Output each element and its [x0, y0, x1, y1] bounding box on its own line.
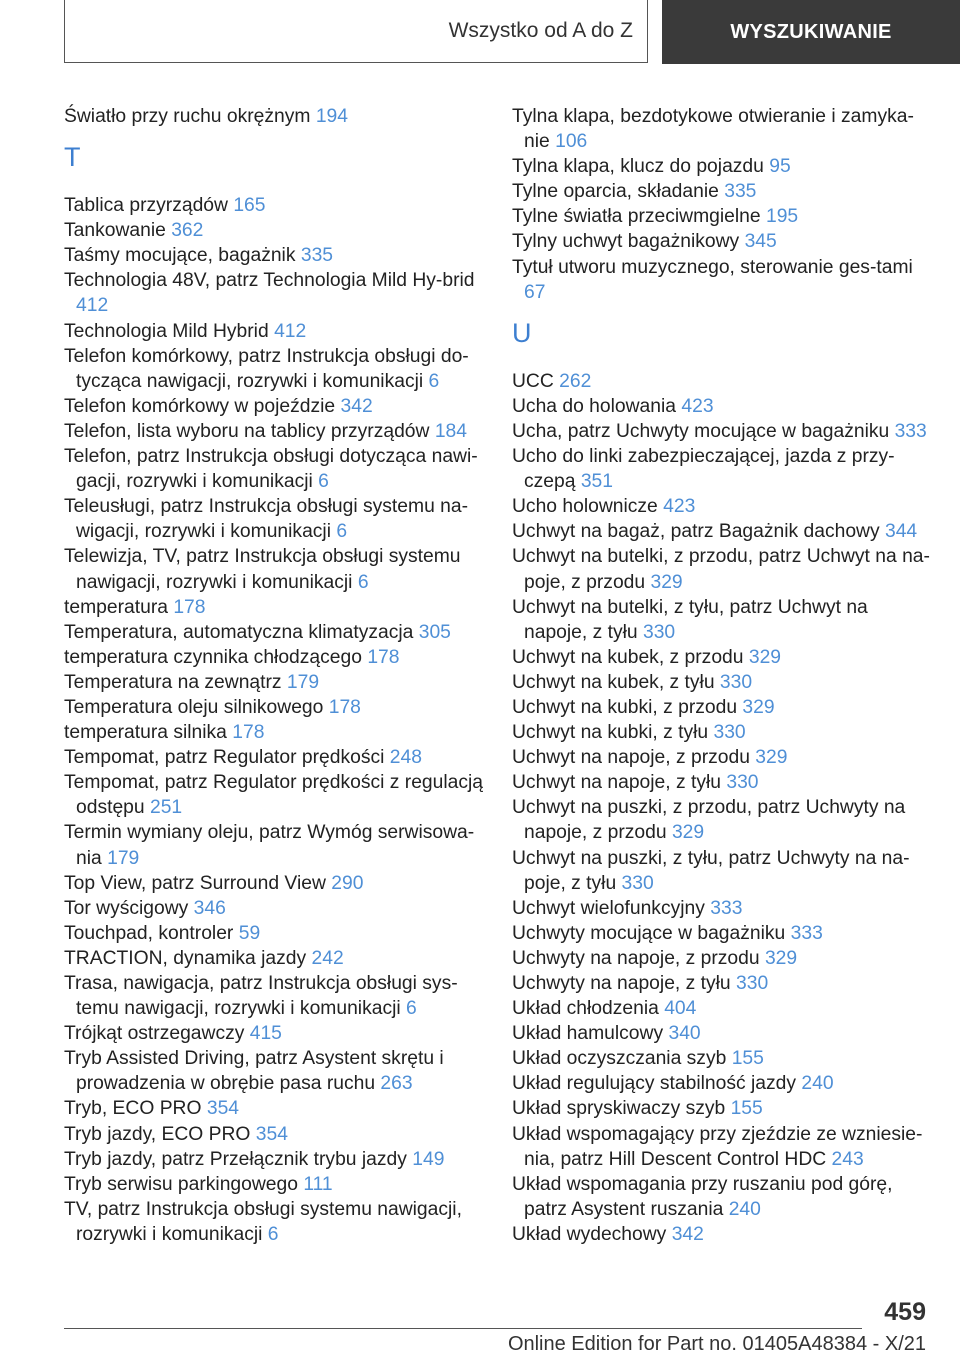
index-entry-text: Telefon, patrz Instrukcja obsługi dotycząca nawi‐gacji, rozrywki i komunikacji	[64, 446, 478, 493]
index-entry	[512, 921, 932, 946]
index-entry-text: Uchwyt na kubki, z przodu	[512, 696, 738, 718]
index-entry-text: Technologia Mild Hybrid	[64, 320, 269, 342]
index-entry	[512, 595, 932, 645]
index-page-link[interactable]: 342	[340, 395, 373, 417]
index-page-link[interactable]: 248	[389, 747, 422, 769]
index-entry	[512, 519, 932, 544]
index-entry	[64, 193, 484, 218]
index-entry-text: Uchwyt na butelki, z tyłu, patrz Uchwyt na napoje, z tyłu	[512, 596, 868, 643]
index-entry	[64, 1122, 484, 1147]
index-entry	[512, 1172, 932, 1222]
index-entry	[64, 820, 484, 870]
index-page-link[interactable]: 178	[328, 696, 361, 718]
index-entry	[512, 1046, 932, 1071]
index-entry	[64, 1046, 484, 1096]
index-entry-text: Światło przy ruchu okrężnym	[64, 106, 311, 127]
index-entry-text: Teleusługi, patrz Instrukcja obsługi systemu na‐wigacji, rozrywki i komunikacji	[64, 496, 469, 543]
index-entry	[64, 444, 484, 494]
index-page-link[interactable]: 329	[650, 571, 683, 593]
index-entry	[512, 369, 932, 394]
index-entry	[512, 846, 932, 896]
index-entry	[64, 745, 484, 770]
index-entry	[512, 795, 932, 845]
index-entry	[512, 971, 932, 996]
index-entry-text: Ucho do linki zabezpieczającej, jazda z przy‐czepą	[512, 446, 895, 493]
index-letter-heading: T	[64, 142, 81, 173]
index-entry	[512, 204, 932, 229]
index-entry	[64, 595, 484, 620]
index-entry	[512, 494, 932, 519]
index-page-link[interactable]: 346	[193, 897, 226, 919]
index-entry	[512, 745, 932, 770]
index-entry	[512, 104, 932, 154]
index-entry-text: Uchwyt na kubki, z tyłu	[512, 722, 709, 744]
index-page-link[interactable]: 342	[671, 1223, 704, 1245]
index-page-link[interactable]: 149	[412, 1148, 445, 1170]
index-entry	[512, 1071, 932, 1096]
index-page-link[interactable]: 329	[748, 646, 782, 668]
index-page-link[interactable]: 195	[765, 206, 799, 228]
index-page-link[interactable]: 351	[580, 471, 613, 493]
index-entry	[64, 268, 484, 318]
index-entry-text: Tylne światła przeciwmgielne	[512, 206, 761, 228]
index-page-link[interactable]: 415	[249, 1023, 282, 1045]
index-page-link[interactable]: 330	[713, 722, 746, 744]
index-entry	[512, 1096, 932, 1121]
index-entry-text: Ucho holownicze	[512, 496, 658, 518]
index-entry	[64, 1172, 484, 1197]
index-page-link[interactable]: 242	[311, 947, 344, 969]
index-entry	[512, 896, 932, 921]
index-entry-text: Uchwyt na bagaż, patrz Bagażnik dachowy	[512, 521, 880, 543]
index-entry	[64, 319, 484, 344]
index-entry-text: Temperatura oleju silnikowego	[64, 696, 324, 718]
index-page-link[interactable]: 305	[418, 621, 451, 643]
index-page-link[interactable]: 423	[681, 395, 714, 417]
index-entry	[512, 1222, 932, 1247]
page-number: 459	[884, 1298, 926, 1326]
tab-a-to-z-label: Wszystko od A do Z	[448, 19, 633, 42]
index-entry-text: Układ chłodzenia	[512, 998, 659, 1020]
index-entry	[64, 946, 484, 971]
index-entry-text: Telefon komórkowy w pojeździe	[64, 395, 336, 417]
index-page-link[interactable]: 333	[710, 897, 743, 919]
index-column-left	[64, 104, 484, 1247]
index-entry-text: Tankowanie	[64, 220, 166, 242]
index-entry-text: Uchwyt na kubek, z tyłu	[512, 671, 715, 693]
index-entry	[64, 494, 484, 544]
index-entry-text: Tylne oparcia, składanie	[512, 181, 719, 203]
index-entry-text: Tryb jazdy, ECO PRO	[64, 1123, 251, 1145]
index-entry	[512, 720, 932, 745]
index-entry	[512, 645, 932, 670]
index-entry	[64, 394, 484, 419]
index-entry-text: Tylna klapa, klucz do pojazdu	[512, 156, 764, 178]
index-entry-text: Układ wspomagający przy zjeździe ze wzniesie‐nia, patrz Hill Descent Control HDC	[512, 1123, 923, 1170]
index-entry	[512, 394, 932, 419]
index-page-link[interactable]: 329	[671, 822, 705, 844]
index-page-link[interactable]: 59	[238, 922, 261, 944]
index-entry-text: Tytuł utworu muzycznego, sterowanie ges‐tami	[512, 256, 913, 278]
index-entry-text: TV, patrz Instrukcja obsługi systemu nawigacji, rozrywki i komunikacji	[64, 1198, 462, 1245]
index-page-link[interactable]: 335	[724, 181, 757, 203]
index-entry	[64, 243, 484, 268]
tab-search-label: WYSZUKIWANIE	[730, 20, 892, 43]
index-entry-text: Tryb, ECO PRO	[64, 1098, 202, 1120]
footer-edition: Online Edition for Part no. 01405A48384 - X/21	[507, 1333, 926, 1355]
tab-a-to-z[interactable]	[64, 0, 648, 63]
index-page-link[interactable]: 178	[173, 596, 206, 618]
index-entry-text: Uchwyt na napoje, z tyłu	[512, 772, 721, 794]
index-page-link[interactable]: 165	[233, 195, 266, 217]
index-entry	[64, 1147, 484, 1172]
index-entry-text: Telewizja, TV, patrz Instrukcja obsługi systemu nawigacji, rozrywki i komunikacji	[64, 546, 461, 593]
index-page-link[interactable]: 423	[663, 496, 696, 518]
index-entry	[512, 544, 932, 594]
index-entry	[512, 770, 932, 795]
footer-divider	[64, 1328, 862, 1329]
index-entry	[512, 154, 932, 179]
index-page-link[interactable]: 6	[318, 471, 329, 493]
index-page-link[interactable]: 354	[255, 1123, 288, 1145]
index-page-link[interactable]: 330	[719, 671, 753, 693]
index-entry-text: Układ regulujący stabilność jazdy	[512, 1073, 797, 1095]
index-entry	[512, 179, 932, 204]
index-entry-text: Top View, patrz Surround View	[64, 872, 326, 894]
index-entry	[64, 1021, 484, 1046]
index-entry-text: Układ oczyszczania szyb	[512, 1048, 727, 1070]
header	[64, 0, 960, 64]
index-entry-text: Tryb Assisted Driving, patrz Asystent skrętu i prowadzenia w obrębie pasa ruchu	[64, 1048, 444, 1095]
index-entry	[64, 871, 484, 896]
index-column-right	[512, 104, 932, 1247]
index-entry-text: Układ hamulcowy	[512, 1023, 664, 1045]
index-entry-text: Touchpad, kontroler	[64, 922, 234, 944]
index-entry-text: Uchwyt na kubek, z przodu	[512, 646, 744, 668]
index-entry	[64, 921, 484, 946]
index-entry-text: Tylny uchwyt bagażnikowy	[512, 231, 740, 253]
index-entry	[64, 104, 484, 129]
index-page-link[interactable]: 333	[790, 922, 823, 944]
index-page-link[interactable]: 251	[149, 797, 183, 819]
index-page-link[interactable]: 412	[76, 295, 109, 317]
index-page-link[interactable]: 106	[555, 131, 588, 153]
index-page-link[interactable]: 329	[742, 696, 775, 718]
index-entry	[512, 1122, 932, 1172]
index-page-link[interactable]: 67	[524, 281, 546, 303]
index-entry	[64, 971, 484, 1021]
index-page-link[interactable]: 404	[664, 998, 697, 1020]
index-entry	[64, 419, 484, 444]
index-page-link[interactable]: 6	[406, 998, 417, 1020]
index-entry-text: temperatura silnika	[64, 722, 227, 744]
index-entry	[512, 229, 932, 254]
index-entry	[64, 896, 484, 921]
index-page-link[interactable]: 262	[559, 370, 592, 392]
index-entry-text: Taśmy mocujące, bagażnik	[64, 245, 296, 267]
index-entry-text: temperatura	[64, 596, 168, 618]
index-page-link[interactable]: 243	[831, 1148, 864, 1170]
index-entry	[64, 344, 484, 394]
index-page-link[interactable]: 6	[428, 370, 440, 392]
index-entry-text: Tor wyścigowy	[64, 897, 189, 919]
index-entry-text: Uchwyty mocujące w bagażniku	[512, 922, 786, 944]
index-entry-text: Trasa, nawigacja, patrz Instrukcja obsługi sys‐temu nawigacji, rozrywki i komunikacji	[64, 973, 458, 1020]
index-page-link[interactable]: 329	[764, 947, 798, 969]
index-entry-text: Tablica przyrządów	[64, 195, 228, 217]
index-entry-text: Ucha, patrz Uchwyty mocujące w bagażniku	[512, 420, 890, 442]
index-page-link[interactable]: 6	[357, 571, 369, 593]
index-entry	[512, 946, 932, 971]
index-entry	[64, 695, 484, 720]
index-entry-text: temperatura czynnika chłodzącego	[64, 646, 362, 668]
index-entry-text: Uchwyty na napoje, z przodu	[512, 947, 760, 969]
index-entry-text: Uchwyt na napoje, z przodu	[512, 747, 750, 769]
index-entry	[64, 218, 484, 243]
index-page-link[interactable]: 362	[171, 220, 204, 242]
index-entry-text: Telefon, lista wyboru na tablicy przyrządów	[64, 420, 430, 442]
index-entry-text: Termin wymiany oleju, patrz Wymóg serwisowa‐nia	[64, 822, 475, 869]
index-page-link[interactable]: 240	[801, 1073, 834, 1095]
index-entry-text: Temperatura, automatyczna klimatyzacja	[64, 621, 414, 643]
index-page-link[interactable]: 179	[286, 671, 320, 693]
index-entry-text: Uchwyt na butelki, z przodu, patrz Uchwyt na na‐poje, z przodu	[512, 546, 930, 593]
index-page-link[interactable]: 330	[726, 772, 759, 794]
index-entry-text: Uchwyt wielofunkcyjny	[512, 897, 705, 919]
index-page-link[interactable]: 95	[769, 156, 791, 178]
index-page-link[interactable]: 335	[300, 245, 334, 267]
index-entry	[64, 720, 484, 745]
index-page-link[interactable]: 329	[755, 747, 788, 769]
index-entry-text: Trójkąt ostrzegawczy	[64, 1023, 245, 1045]
index-entry-text: Uchwyt na puszki, z przodu, patrz Uchwyty na napoje, z przodu	[512, 797, 906, 844]
index-page-link[interactable]: 6	[336, 521, 348, 543]
index-page-link[interactable]: 179	[107, 847, 140, 869]
index-entry-text: Uchwyt na puszki, z tyłu, patrz Uchwyty na na‐poje, z tyłu	[512, 847, 910, 894]
index-page-link[interactable]: 240	[728, 1198, 761, 1220]
index-page-link[interactable]: 111	[303, 1173, 333, 1195]
index-entry-text: Tempomat, patrz Regulator prędkości z regulacją odstępu	[64, 772, 484, 819]
index-page-link[interactable]: 344	[884, 521, 918, 543]
index-entry	[512, 255, 932, 305]
index-page-link[interactable]: 333	[894, 420, 927, 442]
index-entry	[512, 996, 932, 1021]
index-entry-text: Ucha do holowania	[512, 395, 677, 417]
index-entry	[64, 670, 484, 695]
index-page-link[interactable]: 412	[274, 320, 307, 342]
index-page-link[interactable]: 194	[315, 106, 348, 127]
index-entry-text: Tryb serwisu parkingowego	[64, 1173, 298, 1195]
index-entry-text: Telefon komórkowy, patrz Instrukcja obsługi do‐tycząca nawigacji, rozrywki i komunikacji	[64, 345, 469, 392]
index-page-link[interactable]: 345	[744, 231, 777, 253]
index-entry	[64, 1096, 484, 1121]
index-entry-text: Tempomat, patrz Regulator prędkości	[64, 747, 385, 769]
index-entry	[64, 1197, 484, 1247]
index-page-link[interactable]: 330	[642, 621, 676, 643]
index-entry	[512, 419, 932, 444]
index-entry-text: Układ wspomagania przy ruszaniu pod górę, patrz Asystent ruszania	[512, 1173, 893, 1220]
index-entry-text: Tylna klapa, bezdotykowe otwieranie i zamyka‐nie	[512, 106, 914, 153]
index-page-link[interactable]: 354	[206, 1098, 240, 1120]
index-page-link[interactable]: 184	[434, 420, 467, 442]
index-page-link[interactable]: 290	[331, 872, 364, 894]
index-entry	[64, 620, 484, 645]
index-page-link[interactable]: 340	[668, 1023, 701, 1045]
index-entry-text: UCC	[512, 370, 554, 392]
index-page-link[interactable]: 155	[731, 1048, 764, 1070]
index-page-link[interactable]: 330	[621, 872, 654, 894]
index-entry	[64, 544, 484, 594]
index-entry-text: Układ wydechowy	[512, 1223, 667, 1245]
tab-search[interactable]	[662, 0, 960, 64]
index-entry	[64, 645, 484, 670]
index-page-link[interactable]: 155	[730, 1098, 763, 1120]
index-page-link[interactable]: 178	[232, 722, 265, 744]
index-page-link[interactable]: 263	[380, 1073, 413, 1095]
index-entry-text: Temperatura na zewnątrz	[64, 671, 282, 693]
index-entry-text: Układ spryskiwaczy szyb	[512, 1098, 726, 1120]
index-page-link[interactable]: 330	[736, 973, 769, 994]
index-entry	[64, 770, 484, 820]
index-entry-text: Tryb jazdy, patrz Przełącznik trybu jazdy	[64, 1148, 407, 1170]
index-entry-text: TRACTION, dynamika jazdy	[64, 947, 307, 969]
index-entry	[512, 695, 932, 720]
index-entry	[512, 1021, 932, 1046]
index-page-link[interactable]: 6	[267, 1223, 279, 1245]
index-letter-heading: U	[512, 317, 532, 348]
index-entry	[512, 670, 932, 695]
index-entry-text: Technologia 48V, patrz Technologia Mild Hy‐brid	[64, 270, 475, 292]
index-entry-text: Uchwyty na napoje, z tyłu	[512, 973, 731, 994]
index-entry	[512, 444, 932, 494]
index-page-link[interactable]: 178	[367, 646, 400, 668]
